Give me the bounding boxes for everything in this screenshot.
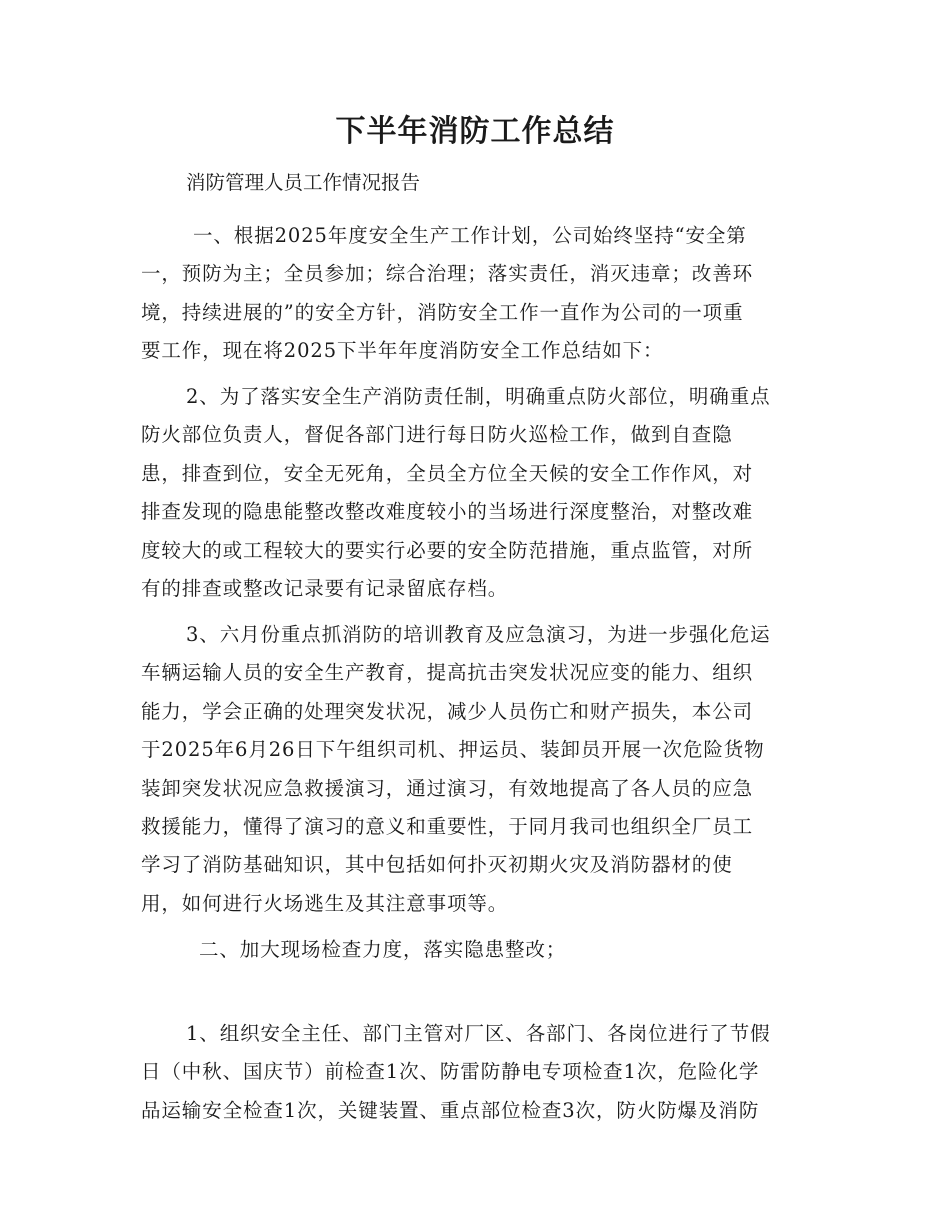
- paragraph-line: 防火部位负责人，督促各部门进行每日防火巡检工作，做到自查隐: [141, 423, 733, 447]
- paragraph-line: 用，如何进行火场逃生及其注意事项等。: [141, 891, 509, 915]
- paragraph-1: [141, 217, 821, 371]
- paragraph-line: 境，持续进展的”的安全方针，消防安全工作一直作为公司的一项重: [141, 300, 744, 324]
- paragraph-line: 能力，学会正确的处理突发状况，减少人员伤亡和财产损失，本公司: [141, 699, 754, 723]
- paragraph-3: [141, 616, 821, 923]
- paragraph-line: 患，排查到位，安全无死角，全员全方位全天候的安全工作作风，对: [141, 461, 754, 485]
- paragraph-line: 2、为了落实安全生产消防责任制，明确重点防火部位，明确重点: [186, 385, 771, 408]
- paragraph-line: 日（中秋、国庆节）前检查1次、防雷防静电专项检查1次，危险化学: [141, 1060, 760, 1084]
- paragraph-line: 品运输安全检查1次，关键装置、重点部位检查3次，防火防爆及消防: [141, 1098, 760, 1122]
- paragraph-line: 装卸突发状况应急救援演习，通过演习，有效地提高了各人员的应急: [141, 776, 754, 800]
- paragraph-line: 救援能力，懂得了演习的意义和重要性，于同月我司也组织全厂员工: [141, 815, 754, 839]
- paragraph-5: [141, 1015, 821, 1130]
- paragraph-line: 3、六月份重点抓消防的培训教育及应急演习，为进一步强化危运: [186, 623, 771, 646]
- paragraph-line: 要工作，现在将2025下半年年度消防安全工作总结如下：: [141, 339, 664, 363]
- paragraph-line: 有的排查或整改记录要有记录留底存档。: [141, 577, 509, 601]
- paragraph-line: 车辆运输人员的安全生产教育，提高抗击突发状况应变的能力、组织: [141, 661, 754, 685]
- paragraph-line: 一，预防为主；全员参加；综合治理；落实责任，消灭违章；改善环: [141, 262, 754, 286]
- section-heading-2: [141, 931, 821, 969]
- paragraph-line: 排查发现的隐患能整改整改难度较小的当场进行深度整治，对整改难: [141, 500, 754, 524]
- section-heading-line: 二、加大现场检查力度，落实隐患整改；: [199, 938, 567, 961]
- document-subtitle: 消防管理人员工作情况报告: [186, 171, 421, 194]
- paragraph-line: 于2025年6月26日下午组织司机、押运员、装卸员开展一次危险货物: [141, 738, 765, 762]
- paragraph-line: 度较大的或工程较大的要实行必要的安全防范措施，重点监管，对所: [141, 538, 754, 562]
- paragraph-line: 一、根据2025年度安全生产工作计划，公司始终坚持“安全第: [193, 224, 747, 247]
- paragraph-2: [141, 378, 821, 608]
- paragraph-line: 学习了消防基础知识，其中包括如何扑灭初期火灾及消防器材的使: [141, 853, 733, 877]
- document-title: 下半年消防工作总结: [335, 114, 615, 149]
- paragraph-line: 1、组织安全主任、部门主管对厂区、各部门、各岗位进行了节假: [186, 1022, 771, 1045]
